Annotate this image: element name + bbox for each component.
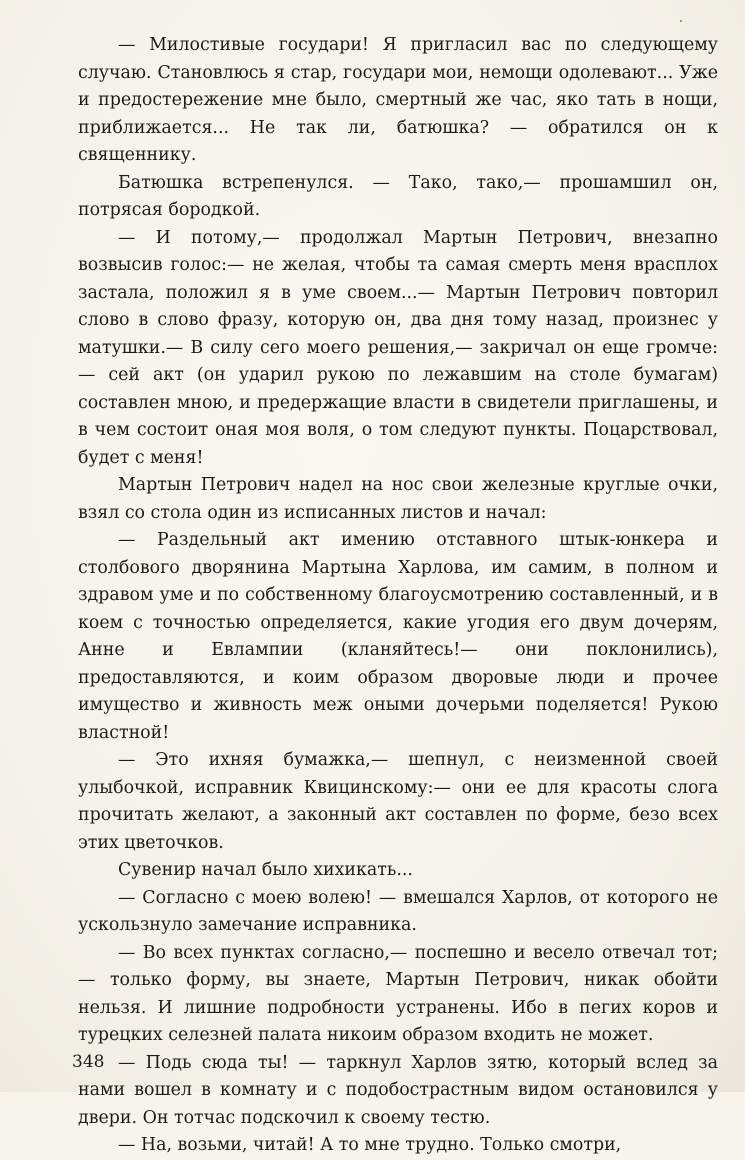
paragraph-10: — Подь сюда ты! — таркнул Харлов зятю, который вслед за нами вошел в комнату и с подобострастным видом остановился у двери. Он тотчас подскочил к своему тестю. — [78, 1052, 718, 1128]
paper-speck — [680, 20, 682, 22]
paragraph-9: — Во всех пунктах согласно,— поспешно и весело отвечал тот; — только форму, вы знаете, Мартын Петрович, никак обойти нельзя. И лишние подробности устранены. Ибо в пегих коров и турецких селезней палата никоим образом входить не может. — [78, 942, 718, 1045]
body-text — [78, 32, 718, 1160]
paragraph-11: — На, возьми, читай! А то мне трудно. Только смотри, — [118, 1135, 622, 1155]
paragraph-5: — Раздельный акт имению отставного штык-юнкера и столбового дворянина Мартына Харлова, им самим, в полном и здравом уме и по собственному благоусмотрению составленный, и в коем с точностью определяется, какие угодия его двум дочерям, Анне и Евлампии (кланяйтесь!— они поклонились), предоставляются, и коим образом дворовые люди и прочее имущество и живность меж оными дочерьми поделяется! Рукою властной! — [78, 530, 718, 743]
paragraph-2: Батюшка встрепенулся. — Тако, тако,— прошамшил он, потрясая бородкой. — [78, 172, 718, 220]
paragraph-1: — Милостивые государи! Я пригласил вас по следующему случаю. Становлюсь я стар, государи мои, немощи одолевают... Уже и предостережение мне было, смертный же час, яко тать в нощи, приближается... Не так ли, батюшка? — обратился он к священнику. — [78, 35, 718, 165]
paragraph-8: — Согласно с моею волею! — вмешался Харлов, от которого не ускользнуло замечание исправника. — [78, 887, 718, 935]
page-number: 348 — [72, 1052, 105, 1072]
paragraph-6: — Это ихняя бумажка,— шепнул, с неизменной своей улыбочкой, исправник Квицинскому:— они ее для красоты слога прочитать желают, а законный акт составлен по форме, безо всех этих цветочков. — [78, 750, 718, 853]
paragraph-7: Сувенир начал было хихикать... — [118, 860, 413, 880]
paragraph-4: Мартын Петрович надел на нос свои железные круглые очки, взял со стола один из исписанных листов и начал: — [78, 475, 718, 523]
paragraph-3: — И потому,— продолжал Мартын Петрович, внезапно возвысив голос:— не желая, чтобы та самая смерть меня врасплох застала, положил я в уме своем...— Мартын Петрович повторил слово в слово фразу, которую он, два дня тому назад, произнес у матушки.— В силу сего моего решения,— закричал он еще громче: — сей акт (он ударил рукою по лежавшим на столе бумагам) составлен мною, и предержащие власти в свидетели приглашены, и в чем состоит оная моя воля, о том следуют пункты. Поцарствовал, будет с меня! — [78, 227, 718, 468]
